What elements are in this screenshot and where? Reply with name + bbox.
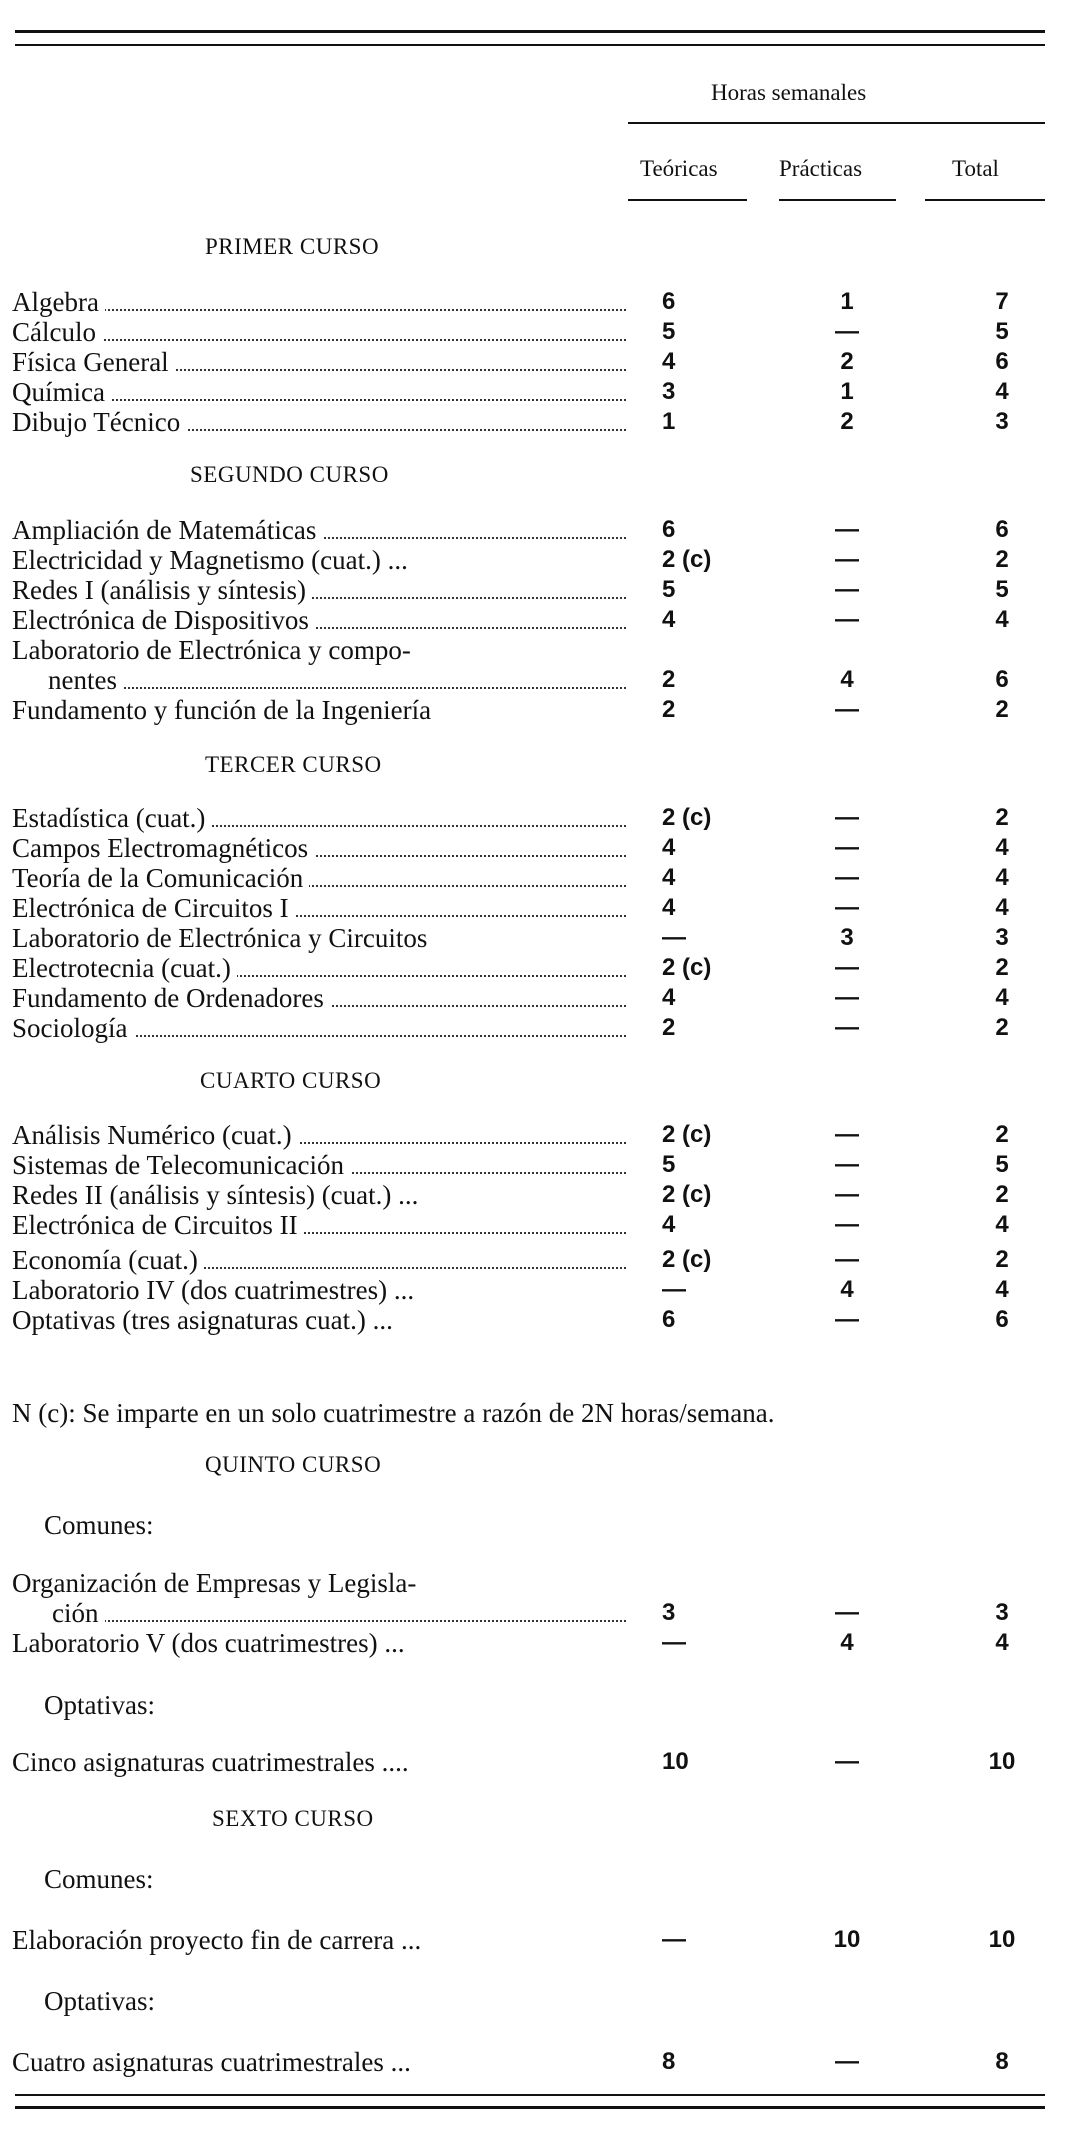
- hours-practicas: —: [835, 318, 859, 345]
- hours-practicas: —: [835, 1121, 859, 1148]
- subject-label: Elaboración proyecto fin de carrera ...: [12, 1925, 427, 1955]
- table-row: [12, 545, 1052, 575]
- table-row: [12, 665, 1052, 695]
- subject-name: [12, 953, 632, 983]
- hours-teoricas: 4: [662, 1211, 676, 1238]
- hours-practicas: 1: [840, 378, 854, 405]
- subject-label: nentes: [12, 665, 123, 695]
- top-double-rule-2: [15, 44, 1045, 46]
- hours-total: 7: [995, 288, 1009, 315]
- dot-leader: [12, 339, 626, 341]
- hours-practicas: —: [835, 576, 859, 603]
- subject-label: Optativas (tres asignaturas cuat.) ...: [12, 1305, 399, 1335]
- subject-name: [12, 1245, 632, 1275]
- hours-practicas: —: [835, 1151, 859, 1178]
- hours-practicas: —: [835, 546, 859, 573]
- subject-label: Laboratorio de Electrónica y compo-: [12, 635, 417, 665]
- hours-teoricas: 4: [662, 864, 676, 891]
- section-title: PRIMER CURSO: [205, 234, 380, 259]
- hours-teoricas: 8: [662, 2048, 676, 2075]
- hours-teoricas: 5: [662, 318, 676, 345]
- hours-total: 3: [995, 1599, 1009, 1626]
- subject-label: Cuatro asignaturas cuatrimestrales ...: [12, 2047, 417, 2077]
- hours-total: 10: [988, 1926, 1016, 1953]
- hours-total: 2: [995, 1246, 1009, 1273]
- subject-name: [12, 1150, 632, 1180]
- subject-name: [12, 2047, 632, 2077]
- hours-total: 2: [995, 1181, 1009, 1208]
- hours-practicas: 1: [840, 288, 854, 315]
- subject-name: [12, 545, 632, 575]
- hours-teoricas: 4: [662, 984, 676, 1011]
- header-total: Total: [952, 156, 999, 181]
- subject-name: [12, 1568, 632, 1598]
- hours-total: 2: [995, 804, 1009, 831]
- hours-practicas: 10: [833, 1926, 861, 1953]
- hours-practicas: —: [835, 2048, 859, 2075]
- table-row: [12, 983, 1052, 1013]
- table-row: [12, 377, 1052, 407]
- subject-label: Campos Electromagnéticos: [12, 833, 314, 863]
- subject-name: [12, 1598, 632, 1628]
- hours-teoricas: 6: [662, 288, 676, 315]
- subject-name: [12, 1180, 632, 1210]
- hours-teoricas: 1: [662, 408, 676, 435]
- hours-total: 5: [995, 576, 1009, 603]
- hours-teoricas: 4: [662, 894, 676, 921]
- subject-label: Electrotecnia (cuat.): [12, 953, 237, 983]
- section-title: SEXTO CURSO: [212, 1806, 374, 1831]
- hours-teoricas: 5: [662, 576, 676, 603]
- hours-teoricas: 4: [662, 834, 676, 861]
- comunes-label: Comunes:: [44, 1864, 154, 1894]
- hours-teoricas: 2: [662, 666, 676, 693]
- subject-label: Cinco asignaturas cuatrimestrales ....: [12, 1747, 415, 1777]
- table-row: [12, 2047, 1052, 2077]
- table-row: [12, 1245, 1052, 1275]
- subject-label: Laboratorio IV (dos cuatrimestres) ...: [12, 1275, 420, 1305]
- subject-name: [12, 893, 632, 923]
- header-group-rule: [628, 122, 1045, 124]
- header-teoricas: Teóricas: [640, 156, 718, 181]
- subject-name: [12, 1925, 632, 1955]
- hours-practicas: 2: [840, 348, 854, 375]
- hours-practicas: —: [835, 1014, 859, 1041]
- hours-teoricas: 2 (c): [662, 804, 712, 831]
- hours-total: 4: [995, 834, 1009, 861]
- hours-practicas: —: [835, 894, 859, 921]
- table-row: [12, 635, 1052, 665]
- subject-name: [12, 803, 632, 833]
- table-row: [12, 833, 1052, 863]
- subject-label: Electrónica de Dispositivos: [12, 605, 315, 635]
- hours-total: 4: [995, 606, 1009, 633]
- hours-total: 4: [995, 1629, 1009, 1656]
- hours-practicas: —: [835, 606, 859, 633]
- header-horas-semanales: Horas semanales: [711, 80, 867, 105]
- subject-label: Electrónica de Circuitos II: [12, 1210, 304, 1240]
- subject-label: Laboratorio de Electrónica y Circuitos: [12, 923, 433, 953]
- hours-total: 2: [995, 696, 1009, 723]
- subject-name: [12, 1747, 632, 1777]
- subject-name: [12, 515, 632, 545]
- subject-label: Dibujo Técnico: [12, 407, 186, 437]
- table-row: [12, 1275, 1052, 1305]
- subject-label: ción: [12, 1598, 105, 1628]
- hours-teoricas: 10: [662, 1748, 689, 1775]
- hours-practicas: —: [835, 1306, 859, 1333]
- subject-name: [12, 1305, 632, 1335]
- subject-label: Fundamento y función de la Ingeniería: [12, 695, 437, 725]
- subject-label: Economía (cuat.): [12, 1245, 204, 1275]
- table-row: [12, 1210, 1052, 1240]
- table-row: [12, 347, 1052, 377]
- table-row: [12, 1747, 1052, 1777]
- hours-practicas: —: [835, 834, 859, 861]
- section-title: CUARTO CURSO: [200, 1068, 382, 1093]
- hours-total: 10: [988, 1748, 1016, 1775]
- bottom-double-rule-1: [15, 2094, 1045, 2096]
- subject-label: Análisis Numérico (cuat.): [12, 1120, 298, 1150]
- subject-label: Redes I (análisis y síntesis): [12, 575, 312, 605]
- hours-total: 4: [995, 378, 1009, 405]
- hours-teoricas: 6: [662, 516, 676, 543]
- footnote: N (c): Se imparte en un solo cuatrimestre a razón de 2N horas/semana.: [12, 1398, 775, 1428]
- subject-label: Laboratorio V (dos cuatrimestres) ...: [12, 1628, 411, 1658]
- hours-practicas: —: [835, 1748, 859, 1775]
- subject-label: Cálculo: [12, 317, 102, 347]
- hours-teoricas: 4: [662, 348, 676, 375]
- subject-name: [12, 1210, 632, 1240]
- hours-practicas: 3: [840, 924, 854, 951]
- subject-name: [12, 983, 632, 1013]
- hours-practicas: —: [835, 1211, 859, 1238]
- hours-teoricas: 5: [662, 1151, 676, 1178]
- hours-total: 5: [995, 1151, 1009, 1178]
- hours-practicas: —: [835, 954, 859, 981]
- subject-name: [12, 377, 632, 407]
- subject-label: Ampliación de Matemáticas: [12, 515, 322, 545]
- table-row: [12, 575, 1052, 605]
- bottom-double-rule-2: [15, 2106, 1045, 2109]
- subject-label: Sistemas de Telecomunicación: [12, 1150, 350, 1180]
- header-practicas-rule: [779, 199, 896, 201]
- hours-total: 4: [995, 1276, 1009, 1303]
- hours-teoricas: 2 (c): [662, 1121, 712, 1148]
- subject-label: Organización de Empresas y Legisla-: [12, 1568, 422, 1598]
- hours-teoricas: —: [662, 1276, 686, 1303]
- subject-label: Electrónica de Circuitos I: [12, 893, 295, 923]
- hours-practicas: —: [835, 1599, 859, 1626]
- table-row: [12, 407, 1052, 437]
- subject-name: [12, 1120, 632, 1150]
- hours-total: 3: [995, 408, 1009, 435]
- hours-teoricas: 3: [662, 378, 676, 405]
- header-practicas: Prácticas: [779, 156, 863, 181]
- subject-name: [12, 1275, 632, 1305]
- hours-practicas: —: [835, 696, 859, 723]
- hours-practicas: —: [835, 1181, 859, 1208]
- subject-label: Redes II (análisis y síntesis) (cuat.) ...: [12, 1180, 424, 1210]
- hours-total: 8: [995, 2048, 1009, 2075]
- subject-name: [12, 1628, 632, 1658]
- hours-teoricas: —: [662, 1629, 686, 1656]
- table-row: [12, 1628, 1052, 1658]
- hours-teoricas: 2 (c): [662, 546, 712, 573]
- hours-teoricas: 2 (c): [662, 1181, 712, 1208]
- hours-total: 3: [995, 924, 1009, 951]
- header-total-rule: [925, 199, 1045, 201]
- hours-teoricas: 2: [662, 696, 676, 723]
- subject-name: [12, 635, 632, 665]
- hours-total: 2: [995, 1014, 1009, 1041]
- subject-name: [12, 695, 632, 725]
- hours-total: 6: [995, 666, 1009, 693]
- subject-name: [12, 347, 632, 377]
- optativas-label: Optativas:: [44, 1690, 155, 1720]
- table-row: [12, 1120, 1052, 1150]
- subject-label: Teoría de la Comunicación: [12, 863, 309, 893]
- hours-teoricas: —: [662, 924, 686, 951]
- subject-label: Química: [12, 377, 111, 407]
- hours-total: 6: [995, 1306, 1009, 1333]
- table-row: [12, 1150, 1052, 1180]
- subject-name: [12, 407, 632, 437]
- subject-name: [12, 863, 632, 893]
- subject-name: [12, 317, 632, 347]
- hours-practicas: —: [835, 984, 859, 1011]
- table-row: [12, 1598, 1052, 1628]
- table-row: [12, 605, 1052, 635]
- hours-teoricas: 4: [662, 606, 676, 633]
- table-row: [12, 695, 1052, 725]
- hours-total: 5: [995, 318, 1009, 345]
- subject-name: [12, 575, 632, 605]
- hours-practicas: —: [835, 1246, 859, 1273]
- hours-practicas: 4: [840, 666, 854, 693]
- optativas-label: Optativas:: [44, 1986, 155, 2016]
- hours-total: 6: [995, 516, 1009, 543]
- top-double-rule-1: [15, 30, 1045, 33]
- subject-name: [12, 1013, 632, 1043]
- hours-teoricas: 2 (c): [662, 1246, 712, 1273]
- hours-total: 4: [995, 984, 1009, 1011]
- table-row: [12, 893, 1052, 923]
- subject-name: [12, 923, 632, 953]
- hours-teoricas: 2 (c): [662, 954, 712, 981]
- subject-label: Sociología: [12, 1013, 134, 1043]
- section-title: QUINTO CURSO: [205, 1452, 382, 1477]
- hours-practicas: 4: [840, 1629, 854, 1656]
- hours-total: 4: [995, 894, 1009, 921]
- hours-teoricas: 6: [662, 1306, 676, 1333]
- table-row: [12, 803, 1052, 833]
- hours-practicas: 2: [840, 408, 854, 435]
- subject-label: Electricidad y Magnetismo (cuat.) ...: [12, 545, 414, 575]
- hours-teoricas: 3: [662, 1599, 676, 1626]
- hours-practicas: 4: [840, 1276, 854, 1303]
- section-title: TERCER CURSO: [205, 752, 382, 777]
- hours-total: 4: [995, 1211, 1009, 1238]
- section-title: SEGUNDO CURSO: [190, 462, 389, 487]
- table-row: [12, 1305, 1052, 1335]
- hours-total: 2: [995, 954, 1009, 981]
- subject-label: Fundamento de Ordenadores: [12, 983, 330, 1013]
- table-row: [12, 1925, 1052, 1955]
- table-row: [12, 1013, 1052, 1043]
- table-row: [12, 863, 1052, 893]
- hours-practicas: —: [835, 804, 859, 831]
- hours-teoricas: —: [662, 1926, 686, 1953]
- hours-total: 2: [995, 1121, 1009, 1148]
- hours-practicas: —: [835, 864, 859, 891]
- table-row: [12, 317, 1052, 347]
- subject-name: [12, 287, 632, 317]
- header-teoricas-rule: [628, 199, 747, 201]
- subject-name: [12, 833, 632, 863]
- subject-name: [12, 665, 632, 695]
- subject-label: Algebra: [12, 287, 105, 317]
- hours-total: 2: [995, 546, 1009, 573]
- table-row: [12, 287, 1052, 317]
- subject-label: Estadística (cuat.): [12, 803, 211, 833]
- hours-teoricas: 2: [662, 1014, 676, 1041]
- subject-name: [12, 605, 632, 635]
- subject-label: Física General: [12, 347, 175, 377]
- table-row: [12, 953, 1052, 983]
- table-row: [12, 1568, 1052, 1598]
- comunes-label: Comunes:: [44, 1510, 154, 1540]
- hours-total: 6: [995, 348, 1009, 375]
- hours-practicas: —: [835, 516, 859, 543]
- hours-total: 4: [995, 864, 1009, 891]
- table-row: [12, 1180, 1052, 1210]
- table-row: [12, 923, 1052, 953]
- table-row: [12, 515, 1052, 545]
